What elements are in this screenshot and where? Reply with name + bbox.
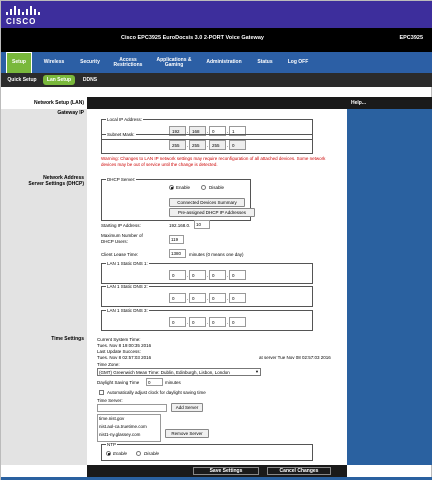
cisco-logo <box>6 6 46 28</box>
subnet-octet-4: 0 <box>229 140 246 150</box>
dns3-octet-3[interactable]: 0 <box>209 317 226 327</box>
subnet-octet-2: 255 <box>189 140 206 150</box>
dhcp-label-line1: Network Address <box>43 175 84 181</box>
dns2-octet-4[interactable]: 0 <box>229 293 246 303</box>
starting-ip-input[interactable]: 10 <box>194 220 210 229</box>
time-zone-value: (GMT) Greenwich Mean Time: Dublin, Edinburgh, Lisbon, London <box>99 369 230 375</box>
nav-wireless[interactable]: Wireless <box>43 59 65 66</box>
lease-time-label: Client Lease Time: <box>101 252 139 257</box>
dns2-octet-1[interactable]: 0 <box>169 293 186 303</box>
chevron-down-icon: ▼ <box>255 369 259 374</box>
nav-status[interactable]: Status <box>257 59 273 66</box>
dns2-octet-2[interactable]: 0 <box>189 293 206 303</box>
ntp-fieldset <box>101 444 313 461</box>
dns3-octet-1[interactable]: 0 <box>169 317 186 327</box>
local-ip-octet-3[interactable]: 0 <box>209 126 226 136</box>
section-title: Network Setup (LAN) <box>1 97 87 109</box>
max-users-input[interactable]: 119 <box>169 235 184 244</box>
dst-label: Daylight Saving Time <box>97 380 140 385</box>
ntp-enable-radio[interactable] <box>106 451 111 456</box>
time-server-input[interactable] <box>97 404 167 412</box>
main-nav <box>1 51 432 73</box>
dhcp-disable-label: Disable <box>209 185 225 190</box>
local-ip-legend: Local IP Address: <box>107 117 142 122</box>
time-server-item[interactable]: nist.aol-ca.truetime.com <box>99 424 147 429</box>
save-settings-button[interactable]: Save Settings <box>193 467 259 475</box>
nav-applications-gaming[interactable]: Applications & Gaming <box>156 56 192 68</box>
nav-access-restrictions[interactable]: Access Restrictions <box>113 56 143 68</box>
remove-server-button[interactable]: Remove Server <box>165 429 209 438</box>
product-model: EPC3925 <box>399 35 423 41</box>
dhcp-server-legend: DHCP Server: <box>107 177 136 182</box>
time-zone-select[interactable] <box>97 368 261 376</box>
product-bar <box>1 28 432 51</box>
add-server-button[interactable]: Add Server <box>171 403 203 412</box>
starting-ip-label: Starting IP Address: <box>101 223 141 228</box>
help-link[interactable]: Help... <box>351 100 367 106</box>
local-ip-octet-2: 168 <box>189 126 206 136</box>
max-users-label-2: DHCP Users: <box>101 239 128 244</box>
cancel-changes-button[interactable]: Cancel Changes <box>267 467 331 475</box>
ntp-legend: NTP <box>107 442 116 447</box>
dns1-octet-2[interactable]: 0 <box>189 270 206 280</box>
ntp-disable-radio[interactable] <box>136 451 141 456</box>
product-title: Cisco EPC3925 EuroDocsis 3.0 2-PORT Voice Gateway <box>121 35 264 41</box>
lan-warning-text: Warning: Changes to LAN IP network settings may require reconfiguration of all attached devices. Some network devices may be out of service until the change is detected. <box>101 156 326 167</box>
connected-devices-button[interactable]: Connected Devices Summary <box>169 198 245 207</box>
logo-text: CISCO <box>6 17 37 26</box>
ntp-disable-label: Disable <box>144 451 160 456</box>
help-panel <box>347 109 432 465</box>
subnet-octet-3: 255 <box>209 140 226 150</box>
left-label-column <box>1 109 87 465</box>
ntp-enable-label: Enable <box>113 451 128 456</box>
dns1-octet-1[interactable]: 0 <box>169 270 186 280</box>
auto-adjust-label: Automatically adjust clock for daylight saving time <box>107 390 206 395</box>
lease-time-input[interactable]: 1380 <box>169 249 186 258</box>
preassigned-dhcp-button[interactable]: Pre-assigned DHCP IP Addresses <box>169 208 255 217</box>
gateway-ip-label: Gateway IP <box>57 110 84 116</box>
subnet-octet-1: 255 <box>169 140 186 150</box>
last-update-value: Tues. Nov 8 02:57:03 2016 <box>97 355 152 360</box>
time-server-item[interactable]: nist1-ny.glassey.com <box>99 432 141 437</box>
dhcp-label-line2: Server Settings (DHCP) <box>28 181 84 187</box>
subnet-legend: Subnet Mask: <box>107 132 135 137</box>
time-server-label: Time Server: <box>97 398 123 403</box>
nav-log-off[interactable]: Log OFF <box>287 59 309 66</box>
dns1-octet-4[interactable]: 0 <box>229 270 246 280</box>
max-users-label-1: Maximum Number of <box>101 233 143 238</box>
time-settings-label: Time Settings <box>51 336 84 342</box>
dns3-octet-4[interactable]: 0 <box>229 317 246 327</box>
dst-input[interactable]: 0 <box>146 378 163 386</box>
current-time-label: Current System Time: <box>97 337 141 342</box>
tab-ddns[interactable]: DDNS <box>82 77 98 83</box>
starting-ip-prefix: 192.168.0. <box>169 223 191 228</box>
local-ip-octet-4[interactable]: 1 <box>229 126 246 136</box>
lease-time-unit: minutes (0 means one day) <box>189 252 244 257</box>
current-time-value: Tues. Nov 8 19:00:35 2016 <box>97 343 152 348</box>
dns2-octet-3[interactable]: 0 <box>209 293 226 303</box>
dns2-legend: LAN 1 Static DNS 2: <box>107 284 148 289</box>
dns3-octet-2[interactable]: 0 <box>189 317 206 327</box>
time-server-list[interactable] <box>97 414 161 442</box>
header-banner <box>1 1 432 51</box>
dns3-legend: LAN 1 Static DNS 3: <box>107 308 148 313</box>
tab-lan-setup[interactable]: Lan Setup <box>43 75 75 85</box>
dst-unit: minutes <box>165 380 181 385</box>
dhcp-enable-radio[interactable] <box>169 185 174 190</box>
router-admin-page: CISCO Cisco EPC3925 EuroDocsis 3.0 2-PORT Voice Gateway EPC3925 Setup Wireless Security Access Restrictions Applications & Gaming Administration Status Log OFF Quick Setup Lan Setup DDNS Network Setup (LAN) Help... Gateway IP Local IP Address: 192 . 168 . 0 . 1 Subnet Mask: 255 . 255 . 255 . 0 Warning: Changes to LAN IP network settings may require reconfiguration of all attached devices. Some network devices may be out of service until the change is detected. Network Address Server Settings (DHCP) DHCP Server: Enable Disable Connected Devices Summary Pre-assigned DHCP IP Addresses Starting IP Address: 192.168.0. 10 Maximum Number of DHCP Users: 119 Client Lease Time: 1380 minutes (0 means one day) LAN 1 Static DNS 1: 0 . 0 . 0 . 0 LAN 1 Static DNS 2: 0 . 0 . 0 . 0 LAN 1 Static DNS 3: 0 . 0 . 0 . 0 Time Settings Current System Time: Tues. Nov 8 19:00:35 2016 Last Update Success: Tues. Nov 8 02:57:03 2016 at server Tue Nov 08 02:57:03 2016 Time Zone: (GMT) Greenwich Mean Time: Dublin, Edinburgh, Lisbon, London ▼ Daylight Saving Time 0 minutes Automatically adjust clock for daylight saving time Time Server: Add Server time.nist.gov nist.aol-ca.truetime.com nist1-ny.glassey.com Remove Server NTP Enable Disable Save Settings Cancel Changes <box>0 0 432 480</box>
last-update-label: Last Update Success: <box>97 349 141 354</box>
time-zone-label: Time Zone: <box>97 362 120 367</box>
sub-nav <box>1 73 432 87</box>
section-header <box>1 97 432 109</box>
auto-adjust-checkbox[interactable] <box>99 390 104 395</box>
last-update-server: at server Tue Nov 08 02:57:03 2016 <box>259 355 331 360</box>
time-server-item[interactable]: time.nist.gov <box>99 416 125 421</box>
dns1-legend: LAN 1 Static DNS 1: <box>107 261 148 266</box>
nav-administration[interactable]: Administration <box>206 59 242 66</box>
nav-security[interactable]: Security <box>80 59 100 66</box>
local-ip-octet-1: 192 <box>169 126 186 136</box>
dns1-octet-3[interactable]: 0 <box>209 270 226 280</box>
tab-quick-setup[interactable]: Quick Setup <box>7 77 37 83</box>
dhcp-enable-label: Enable <box>176 185 191 190</box>
dhcp-disable-radio[interactable] <box>201 185 206 190</box>
action-bar <box>87 465 347 477</box>
nav-setup[interactable]: Setup <box>6 52 32 74</box>
